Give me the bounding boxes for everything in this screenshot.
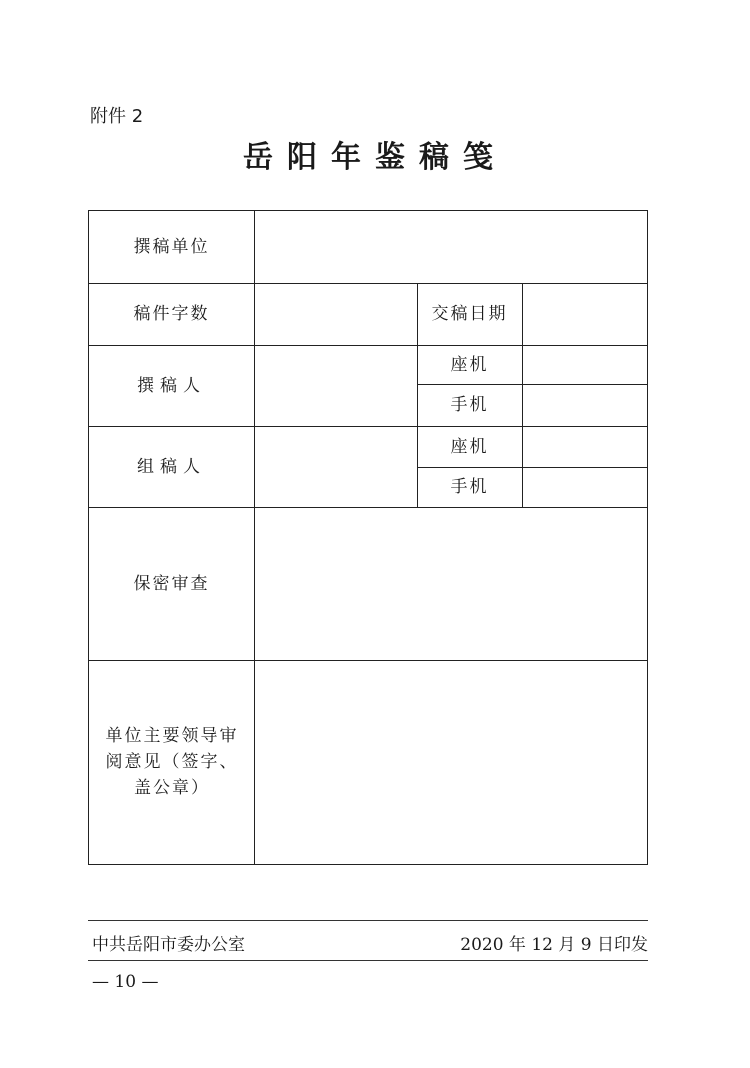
leader-review-field[interactable] [255,660,647,864]
footer-divider-bottom [88,960,648,961]
submit-date-label: 交稿日期 [431,304,508,324]
footer-divider-top [88,920,648,921]
organizer-label: 组稿人 [137,456,206,477]
organizer-mobile-field[interactable] [523,467,647,507]
leader-review-label: 单位主要领导审阅意见（签字、盖公章） [105,726,239,798]
submit-date-field[interactable] [523,283,647,345]
writer-mobile-label: 手机 [450,395,489,415]
attachment-label: 附件 2 [90,106,144,127]
organizer-mobile-label: 手机 [450,477,489,497]
writing-unit-field[interactable] [255,211,647,283]
organizer-name-field[interactable] [255,426,417,507]
writer-landline-label: 座机 [450,354,489,375]
issuer-name: 中共岳阳市委办公室 [92,935,245,955]
writer-label: 撰稿人 [137,375,206,396]
confidentiality-review-field[interactable] [255,507,647,660]
page-number: — 10 — [92,972,159,992]
confidentiality-review-label: 保密审查 [133,573,210,594]
organizer-landline-field[interactable] [523,426,647,467]
writer-landline-field[interactable] [523,345,647,384]
word-count-field[interactable] [255,283,417,345]
print-date: 2020 年 12 月 9 日印发 [460,935,648,955]
word-count-label: 稿件字数 [133,304,210,324]
writer-name-field[interactable] [255,345,417,426]
page-title: 岳阳年鉴稿笺 [243,140,507,175]
organizer-landline-label: 座机 [450,436,489,457]
manuscript-form [88,210,648,865]
writing-unit-label: 撰稿单位 [133,237,210,257]
writer-mobile-field[interactable] [523,384,647,426]
